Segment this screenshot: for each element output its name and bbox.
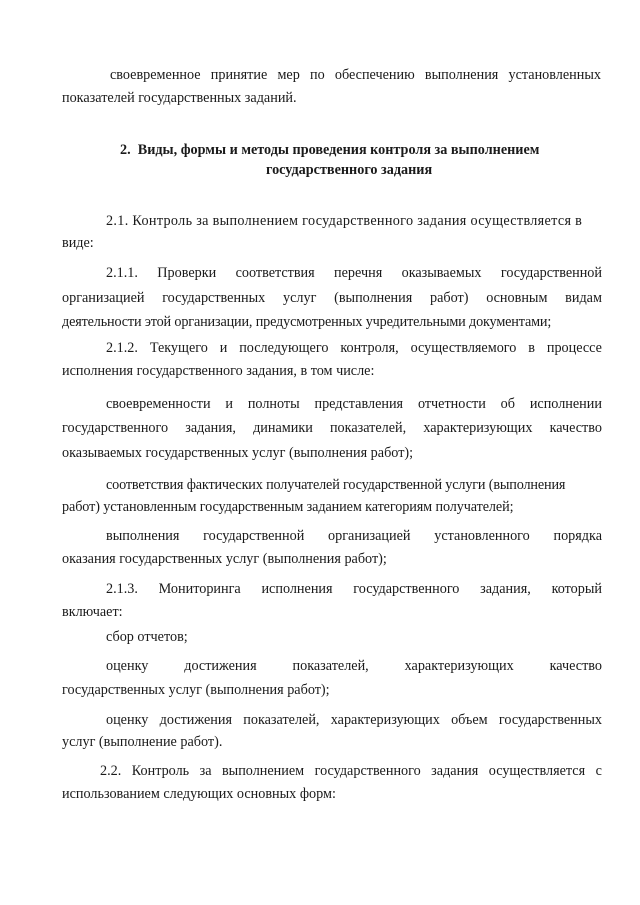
word: государственного [353, 581, 460, 597]
word: выполнением [221, 763, 305, 779]
word: своевременное [110, 67, 201, 83]
word: полноты [247, 396, 300, 412]
intro-line-1 [110, 66, 601, 84]
word: объем [451, 712, 488, 728]
word: государственного [314, 763, 421, 779]
word: услуг [283, 290, 317, 306]
word: обеспечению [334, 67, 415, 83]
word: перечня [334, 265, 383, 281]
word: оценку [106, 658, 149, 674]
p2-2-line-1 [100, 762, 602, 780]
word: представления [314, 396, 404, 412]
p2-2-line-2: использованием следующих основных форм: [62, 786, 336, 802]
word: государственных [498, 712, 602, 728]
section-number: 2. [120, 142, 131, 158]
quality-line-2: государственных услуг (выполнения работ); [62, 682, 330, 698]
timeliness-line-3: оказываемых государственных услуг (выполнения работ); [62, 445, 414, 461]
word: отчетности [417, 396, 486, 412]
word: оказываемых [401, 265, 482, 281]
word: исполнении [529, 396, 602, 412]
word: задания, [480, 581, 531, 597]
word: организацией [328, 528, 411, 544]
section-title: Виды, формы и методы проведения контроля за выполнением [137, 142, 540, 158]
word: контроля, [340, 340, 399, 356]
execution-line-1 [106, 527, 602, 545]
p2-1-1-line-3: деятельности этой организации, предусмотренных учредительными документами; [62, 314, 552, 330]
word: оценку [106, 712, 149, 728]
word: порядка [553, 528, 602, 544]
word: установленного [434, 528, 530, 544]
word: и [225, 396, 233, 412]
section-title-line-2: государственного задания [266, 162, 433, 178]
word: качество [549, 420, 602, 436]
p2-1-3-line-1 [106, 580, 602, 598]
word: видам [565, 290, 602, 306]
word: принятие [210, 67, 268, 83]
word: мер [277, 67, 300, 83]
word: задания, [185, 420, 236, 436]
word: (выполнения [334, 290, 413, 306]
word: показателей, [243, 712, 320, 728]
word: государственного [62, 420, 169, 436]
word: показателей, [292, 658, 369, 674]
word: который [551, 581, 602, 597]
word: 2.1.3. [106, 581, 138, 597]
word: процессе [546, 340, 602, 356]
word: выполнения [424, 67, 499, 83]
word: об [500, 396, 515, 412]
word: государственной [203, 528, 305, 544]
volume-line-1 [106, 711, 602, 729]
timeliness-line-2 [62, 419, 602, 437]
word: осуществляемого [410, 340, 517, 356]
word: характеризующих [423, 420, 533, 436]
p2-1-2-line-1 [106, 339, 602, 357]
word: задания [431, 763, 479, 779]
word: исполнения [261, 581, 333, 597]
word: по [310, 67, 325, 83]
word: государственной [500, 265, 602, 281]
word: 2.2. [100, 763, 122, 779]
word: осуществляется [488, 763, 586, 779]
intro-line-2: показателей государственных заданий. [62, 90, 297, 106]
word: показателей, [329, 420, 407, 436]
word: 2.1.2. [106, 340, 138, 356]
word: государственных [162, 290, 266, 306]
word: динамики [253, 420, 313, 436]
word: 2.1.1. [106, 265, 138, 281]
word: организацией [62, 290, 145, 306]
word: за [199, 763, 212, 779]
word: характеризующих [404, 658, 514, 674]
word: установленных [508, 67, 601, 83]
word: последующего [239, 340, 329, 356]
p2-1-1-line-2 [62, 289, 602, 307]
section-title-line-1 [120, 141, 539, 159]
word: основным [486, 290, 548, 306]
word: Контроль [131, 763, 190, 779]
word: достижения [184, 658, 257, 674]
quality-line-1 [106, 657, 602, 675]
word: работ) [430, 290, 469, 306]
p2-1-2-line-2: исполнения государственного задания, в том числе: [62, 363, 375, 379]
word: с [595, 763, 602, 779]
reports-line-1: сбор отчетов; [106, 629, 188, 645]
word: и [219, 340, 228, 356]
word: качество [549, 658, 602, 674]
word: характеризующих [330, 712, 440, 728]
p2-1-line-1: 2.1. Контроль за выполнением государственного задания осуществляется в [106, 213, 583, 229]
timeliness-line-1 [106, 395, 602, 413]
word: Проверки [157, 265, 217, 281]
volume-line-2: услуг (выполнение работ). [62, 734, 223, 750]
word: в [528, 340, 535, 356]
word: своевременности [106, 396, 211, 412]
p2-1-line-2: виде: [62, 235, 94, 251]
word: Мониторинга [158, 581, 241, 597]
word: достижения [159, 712, 233, 728]
p2-1-3-line-2: включает: [62, 604, 123, 620]
word: выполнения [106, 528, 180, 544]
compliance-line-1: соответствия фактических получателей государственной услуги (выполнения [106, 477, 566, 493]
word: Текущего [149, 340, 208, 356]
execution-line-2: оказания государственных услуг (выполнения работ); [62, 551, 387, 567]
word: соответствия [235, 265, 315, 281]
compliance-line-2: работ) установленным государственным заданием категориям получателей; [62, 499, 514, 515]
p2-1-1-line-1 [106, 264, 602, 282]
